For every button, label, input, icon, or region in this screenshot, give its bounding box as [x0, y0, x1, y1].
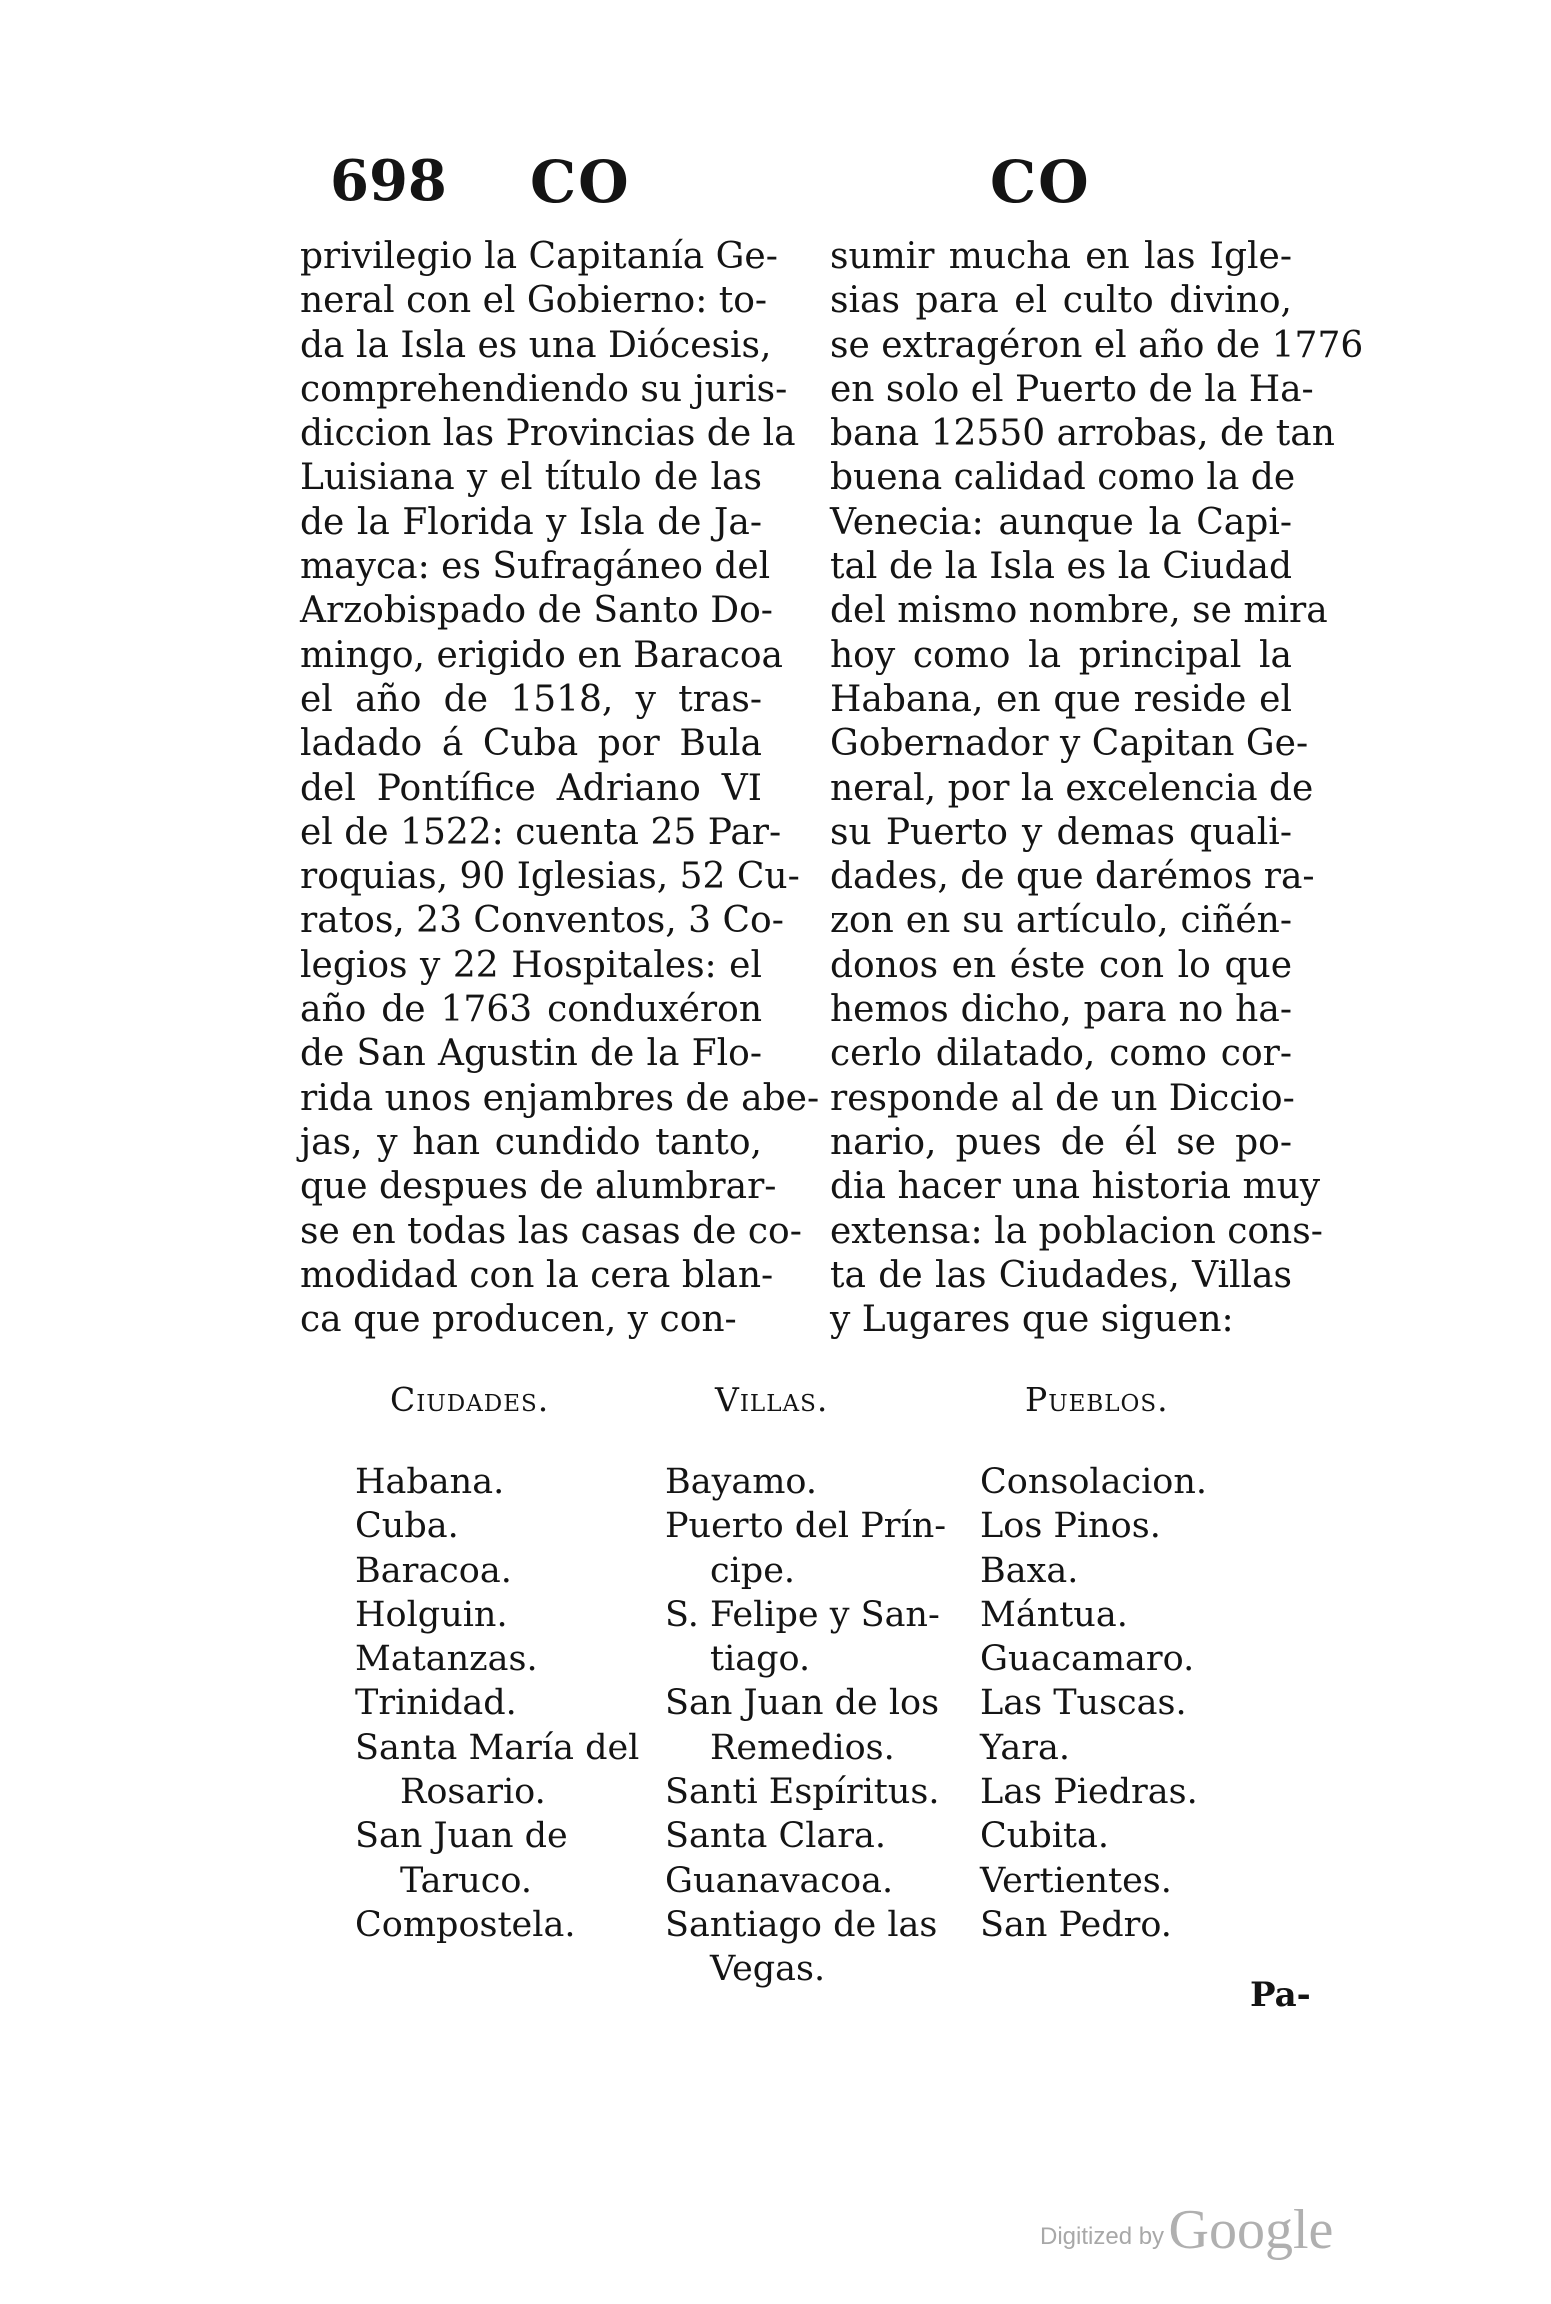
list-item: Compostela. [355, 1904, 576, 1945]
watermark-prefix: Digitized by [1040, 2223, 1165, 2250]
text-line: cerlo dilatado, como cor- [830, 1033, 1292, 1075]
text-line: rida unos enjambres de abe- [300, 1077, 820, 1119]
list-item: Guacamaro. [980, 1639, 1195, 1680]
list-item: S. Felipe y San- [665, 1594, 940, 1635]
list-item: Bayamo. [665, 1462, 817, 1502]
text-line: el año de 1518, y tras- [300, 678, 762, 720]
text-line: neral con el Gobierno: to- [300, 280, 768, 322]
text-line: dia hacer una historia muy [830, 1166, 1321, 1208]
list-item: Holguin. [355, 1594, 508, 1635]
text-line: se extragéron el año de 1776 [830, 324, 1364, 366]
text-line: el de 1522: cuenta 25 Par- [300, 811, 782, 853]
text-line: de la Florida y Isla de Ja- [300, 501, 762, 543]
text-line: responde al de un Diccio- [830, 1077, 1295, 1119]
digitized-watermark [1040, 2198, 1333, 2262]
text-line: jas, y han cundido tanto, [300, 1121, 762, 1163]
text-line: del mismo nombre, se mira [830, 590, 1328, 632]
list-item: Las Piedras. [980, 1772, 1198, 1813]
list-item: Matanzas. [355, 1639, 538, 1680]
text-line: extensa: la poblacion cons- [830, 1210, 1323, 1252]
text-line: Gobernador y Capitan Ge- [830, 723, 1309, 765]
pueblos-header: Pueblos. [1025, 1380, 1169, 1419]
list-item: Rosario. [400, 1772, 546, 1813]
list-item: Consolacion. [980, 1462, 1208, 1502]
text-line: roquias, 90 Iglesias, 52 Cu- [300, 856, 800, 898]
text-line: Habana, en que reside el [830, 678, 1292, 720]
text-line: zon en su artículo, ciñén- [830, 900, 1292, 942]
text-line: sumir mucha en las Igle- [830, 236, 1292, 277]
text-line: ta de las Ciudades, Villas [830, 1254, 1292, 1296]
list-item: Santi Espíritus. [665, 1772, 940, 1813]
list-item: Baxa. [980, 1550, 1079, 1591]
text-line: da la Isla es una Diócesis, [300, 324, 772, 366]
ciudades-header: Ciudades. [390, 1380, 550, 1419]
villas-header: Villas. [715, 1380, 829, 1419]
list-item: tiago. [710, 1639, 811, 1680]
list-item: cipe. [710, 1550, 796, 1591]
villas-column [665, 1370, 955, 1992]
list-item: Remedios. [710, 1727, 895, 1768]
pueblos-column [980, 1370, 1280, 1947]
list-item: Los Pinos. [980, 1506, 1161, 1547]
list-item: Habana. [355, 1462, 505, 1502]
text-line: diccion las Provincias de la [300, 413, 796, 455]
text-line: bana 12550 arrobas, de tan [830, 413, 1335, 455]
text-line: Arzobispado de Santo Do- [300, 590, 773, 632]
list-item: Puerto del Prín- [665, 1506, 947, 1547]
text-line: se en todas las casas de co- [300, 1210, 802, 1252]
places-table [355, 1370, 1335, 2010]
watermark-brand: Google [1168, 2199, 1334, 2261]
text-line: buena calidad como la de [830, 457, 1296, 499]
list-item: Baracoa. [355, 1550, 512, 1591]
text-line: que despues de alumbrar- [300, 1166, 777, 1208]
page-number: 698 [330, 148, 447, 214]
list-item: San Juan de [355, 1816, 568, 1857]
list-item: Santiago de las [665, 1904, 938, 1945]
text-line: mayca: es Sufragáneo del [300, 546, 771, 588]
catchword: Pa- [1250, 1975, 1311, 2015]
list-item: Santa María del [355, 1727, 640, 1768]
running-head-right: CO [990, 148, 1091, 216]
text-line: Venecia: aunque la Capi- [830, 501, 1292, 543]
running-head-left: CO [530, 148, 631, 216]
text-line: privilegio la Capitanía Ge- [300, 236, 778, 277]
text-line: del Pontífice Adriano VI [300, 767, 762, 809]
villas-list [665, 1460, 955, 1992]
text-line: hemos dicho, para no ha- [830, 989, 1292, 1031]
text-line: modidad con la cera blan- [300, 1254, 774, 1296]
text-line: mingo, erigido en Baracoa [300, 634, 784, 676]
text-line: legios y 22 Hospitales: el [300, 944, 762, 986]
text-line: y Lugares que siguen: [830, 1299, 1234, 1341]
pueblos-list [980, 1460, 1280, 1947]
text-line: tal de la Isla es la Ciudad [830, 546, 1292, 588]
page-header [330, 148, 1090, 228]
text-line: nario, pues de él se po- [830, 1121, 1292, 1163]
list-item: San Pedro. [980, 1904, 1172, 1945]
list-item: Cuba. [355, 1506, 459, 1547]
ciudades-column [355, 1370, 640, 1947]
right-column [830, 235, 1364, 1342]
list-item: Trinidad. [355, 1683, 517, 1724]
text-line: su Puerto y demas quali- [830, 811, 1292, 853]
text-line: ca que producen, y con- [300, 1299, 737, 1341]
list-item: Vertientes. [980, 1860, 1172, 1901]
list-item: San Juan de los [665, 1683, 940, 1724]
text-line: en solo el Puerto de la Ha- [830, 368, 1314, 410]
text-line: Luisiana y el título de las [300, 457, 762, 499]
list-item: Taruco. [400, 1860, 532, 1901]
text-line: hoy como la principal la [830, 634, 1292, 676]
list-item: Cubita. [980, 1816, 1109, 1857]
list-item: Vegas. [710, 1949, 826, 1990]
list-item: Mántua. [980, 1594, 1128, 1635]
text-line: año de 1763 conduxéron [300, 989, 762, 1031]
ciudades-list [355, 1460, 640, 1947]
text-line: dades, de que darémos ra- [830, 856, 1315, 898]
list-item: Santa Clara. [665, 1816, 887, 1857]
list-item: Guanavacoa. [665, 1860, 894, 1901]
left-column [300, 235, 820, 1342]
text-line: sias para el culto divino, [830, 280, 1292, 322]
text-line: donos en éste con lo que [830, 944, 1292, 986]
text-line: neral, por la excelencia de [830, 767, 1314, 809]
text-line: de San Agustin de la Flo- [300, 1033, 762, 1075]
list-item: Yara. [980, 1727, 1070, 1768]
list-item: Las Tuscas. [980, 1683, 1187, 1724]
text-line: comprehendiendo su juris- [300, 368, 788, 410]
text-line: ladado á Cuba por Bula [300, 723, 762, 765]
text-line: ratos, 23 Conventos, 3 Co- [300, 900, 784, 942]
